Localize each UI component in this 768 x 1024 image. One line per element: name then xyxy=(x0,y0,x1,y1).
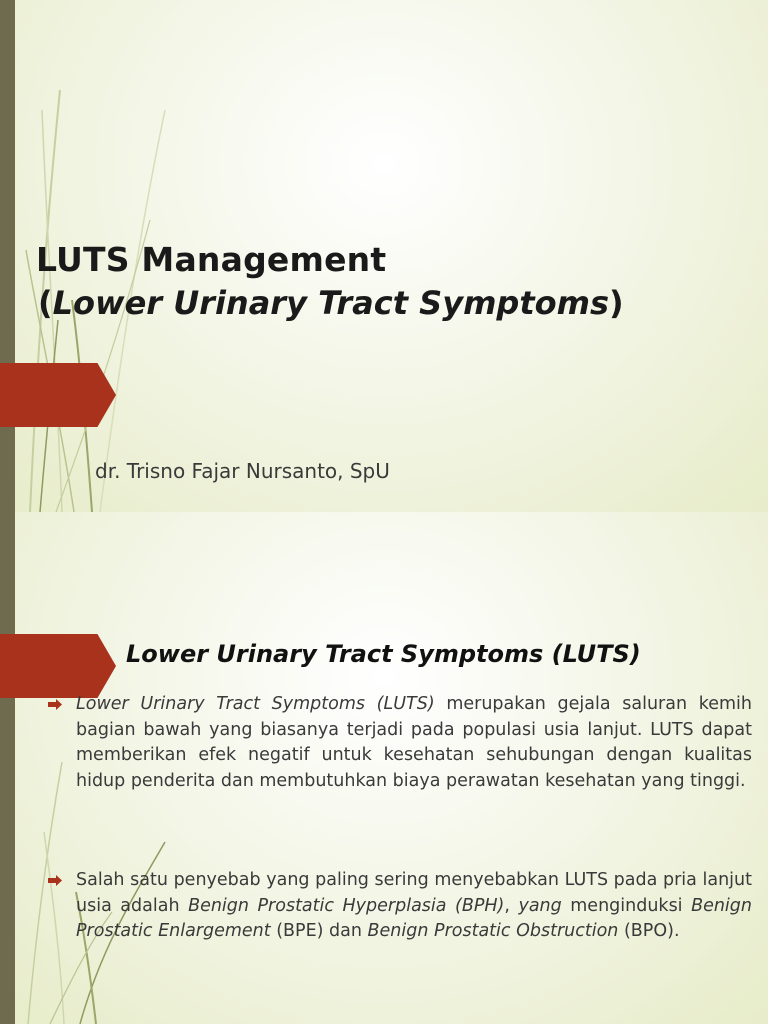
bullet-body: , xyxy=(504,895,519,916)
bph-term: Benign Prostatic Hyperplasia (BPH) xyxy=(188,895,505,916)
left-side-bar xyxy=(0,0,15,512)
bullet-body: menginduksi xyxy=(561,895,692,916)
accent-arrow-tag xyxy=(0,363,116,427)
bullet-text xyxy=(76,692,752,794)
arrow-bullet-icon xyxy=(48,875,62,886)
subtitle-close-paren: ) xyxy=(609,284,624,322)
author-name: dr. Trisno Fajar Nursanto, SpU xyxy=(95,459,390,483)
bpo-term: Benign Prostatic Obstruction xyxy=(367,921,619,941)
slide-title: LUTS Management xyxy=(36,240,387,279)
accent-arrow-tag xyxy=(0,634,116,698)
bullet-italic-word: yang xyxy=(518,895,562,916)
bullet-text xyxy=(76,868,752,945)
bpe-term: Benign Prostatic Enlargement xyxy=(76,895,752,941)
bullet-italic-lead: Lower Urinary Tract Symptoms (LUTS) xyxy=(76,694,435,714)
subtitle-open-paren: ( xyxy=(38,284,53,322)
bullet-item xyxy=(48,692,752,794)
bullet-body: merupakan gejala saluran kemih bagian bawah yang biasanya terjadi pada populasi usia lanjut. LUTS dapat memberikan efek negatif untuk kesehatan sehubungan dengan kualitas hidup penderita dan membutuhkan biaya perawatan kesehatan yang tinggi. xyxy=(76,694,752,791)
slide-subtitle xyxy=(38,284,624,322)
content-slide xyxy=(0,512,768,1024)
bullet-body: (BPO). xyxy=(618,921,680,941)
left-side-bar xyxy=(0,512,15,1024)
bullet-item xyxy=(48,868,752,945)
arrow-bullet-icon xyxy=(48,699,62,710)
subtitle-text: Lower Urinary Tract Symptoms xyxy=(52,284,609,322)
slide-title: Lower Urinary Tract Symptoms (LUTS) xyxy=(126,640,641,668)
bullet-body: (BPE) dan xyxy=(270,921,368,941)
bullet-body: Salah satu penyebab yang paling sering menyebabkan LUTS pada pria lanjut usia adalah xyxy=(76,870,752,916)
